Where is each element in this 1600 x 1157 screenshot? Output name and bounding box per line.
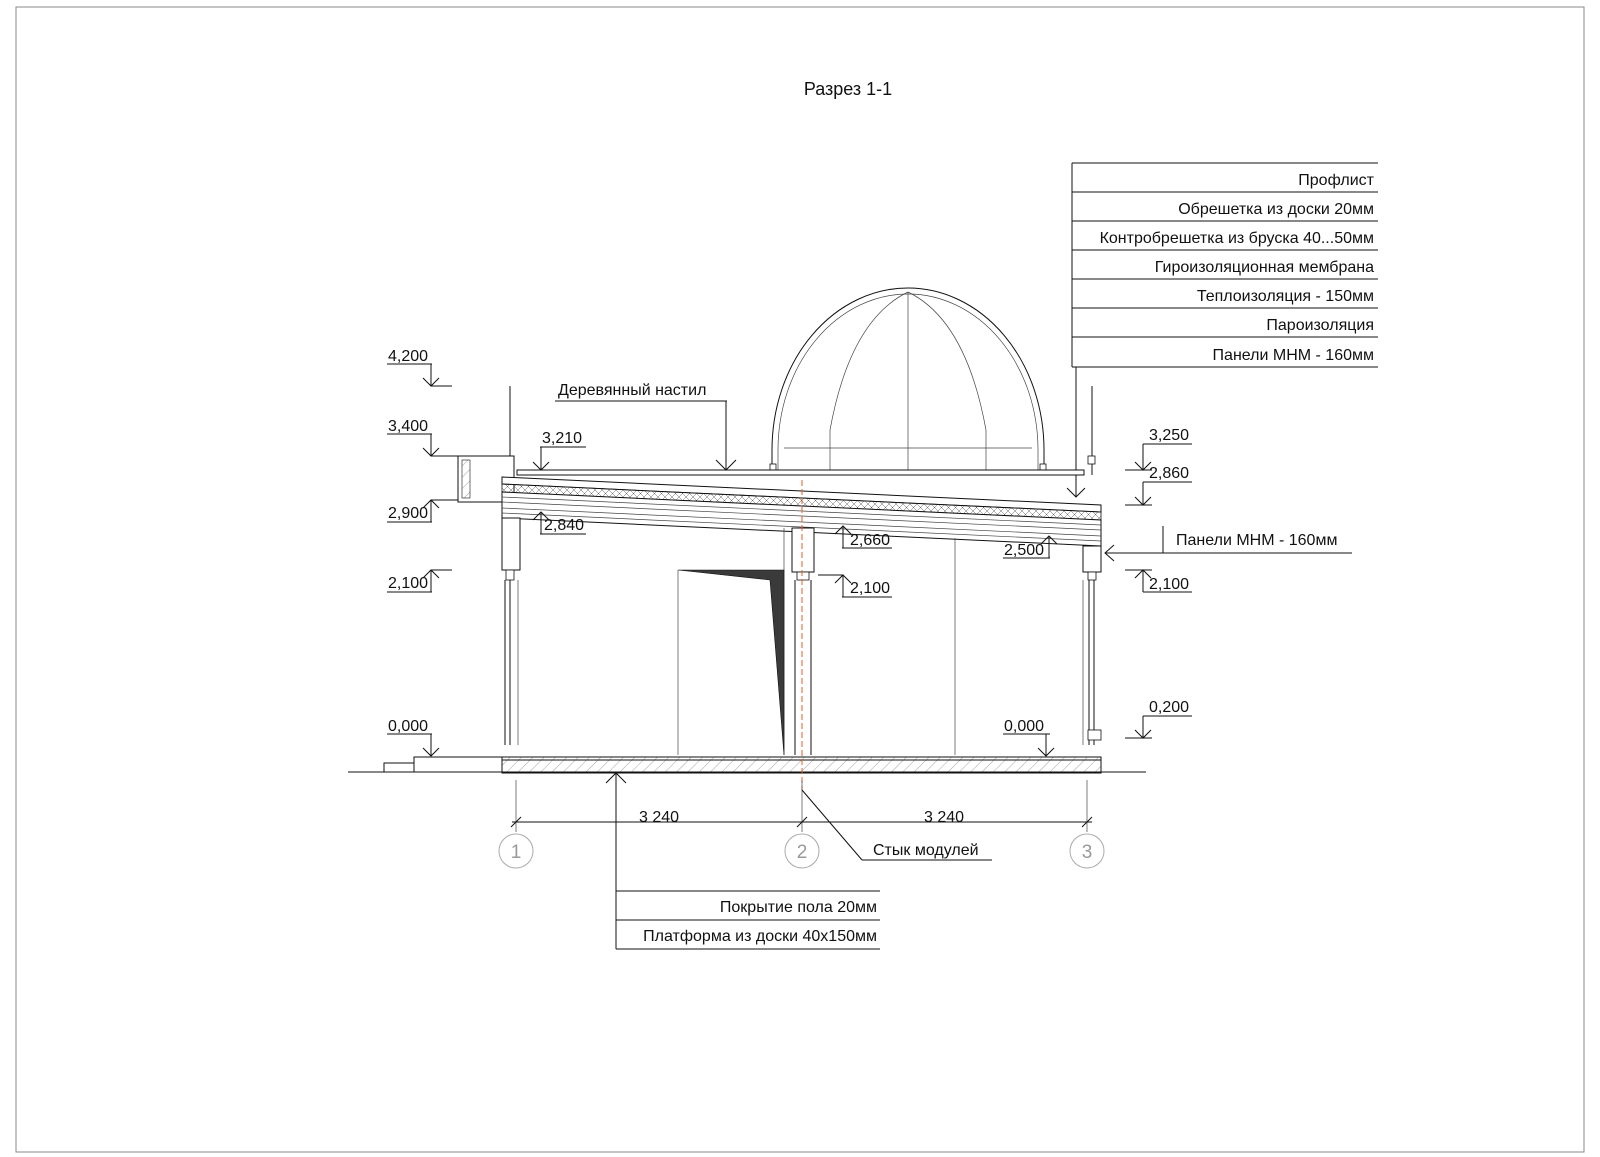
axis-marker-1: 1 bbox=[510, 842, 522, 863]
floor-layers-callout bbox=[606, 773, 880, 949]
module-joint-label: Стык модулей bbox=[873, 842, 979, 859]
level-mark: 2,100 bbox=[1149, 576, 1190, 593]
level-mark: 2,100 bbox=[850, 580, 891, 597]
roof-layer-label: Пароизоляция bbox=[1266, 317, 1374, 334]
level-mark: 2,860 bbox=[1149, 465, 1190, 482]
wooden-deck bbox=[517, 470, 1084, 475]
roof-layers-callout bbox=[1067, 163, 1378, 497]
level-mark: 0,000 bbox=[1004, 718, 1045, 735]
level-mark: 0,200 bbox=[1149, 699, 1190, 716]
floor-layer-label: Платформа из доски 40х150мм bbox=[643, 928, 877, 945]
level-mark: 3,250 bbox=[1149, 427, 1190, 444]
grid-axes bbox=[499, 834, 1104, 868]
dimension-label: 3 240 bbox=[638, 809, 680, 826]
level-mark: 2,660 bbox=[850, 532, 891, 549]
roof-layer-label: Теплоизоляция - 150мм bbox=[1196, 288, 1374, 305]
roof-layer-label: Контробрешетка из бруска 40...50мм bbox=[1099, 230, 1374, 247]
roof-layer-label: Профлист bbox=[1298, 172, 1374, 189]
right-level-marks bbox=[1105, 427, 1352, 738]
level-mark: 4,200 bbox=[388, 348, 429, 365]
drawing-title: Разрез 1-1 bbox=[803, 79, 893, 99]
level-mark: 3,210 bbox=[542, 430, 583, 447]
left-level-marks bbox=[387, 348, 458, 756]
observatory-dome bbox=[770, 288, 1046, 470]
deck-label: Деревянный настил bbox=[558, 382, 707, 399]
axis-marker-2: 2 bbox=[796, 842, 808, 863]
level-mark: 2,500 bbox=[1004, 542, 1045, 559]
level-mark: 2,900 bbox=[388, 505, 429, 522]
door-swing bbox=[678, 570, 784, 755]
level-mark: 2,840 bbox=[544, 517, 585, 534]
floor-layer-label: Покрытие пола 20мм bbox=[719, 899, 877, 916]
level-mark: 3,400 bbox=[388, 418, 429, 435]
axis-marker-3: 3 bbox=[1081, 842, 1093, 863]
roof-layer-label: Гироизоляционная мембрана bbox=[1154, 259, 1374, 276]
wall-panels-label: Панели МНМ - 160мм bbox=[1176, 532, 1338, 549]
roof-layer-label: Панели МНМ - 160мм bbox=[1212, 347, 1374, 364]
dimension-label: 3 240 bbox=[923, 809, 965, 826]
level-mark: 0,000 bbox=[388, 718, 429, 735]
roof-layer-label: Обрешетка из доски 20мм bbox=[1178, 201, 1374, 218]
level-mark: 2,100 bbox=[388, 575, 429, 592]
